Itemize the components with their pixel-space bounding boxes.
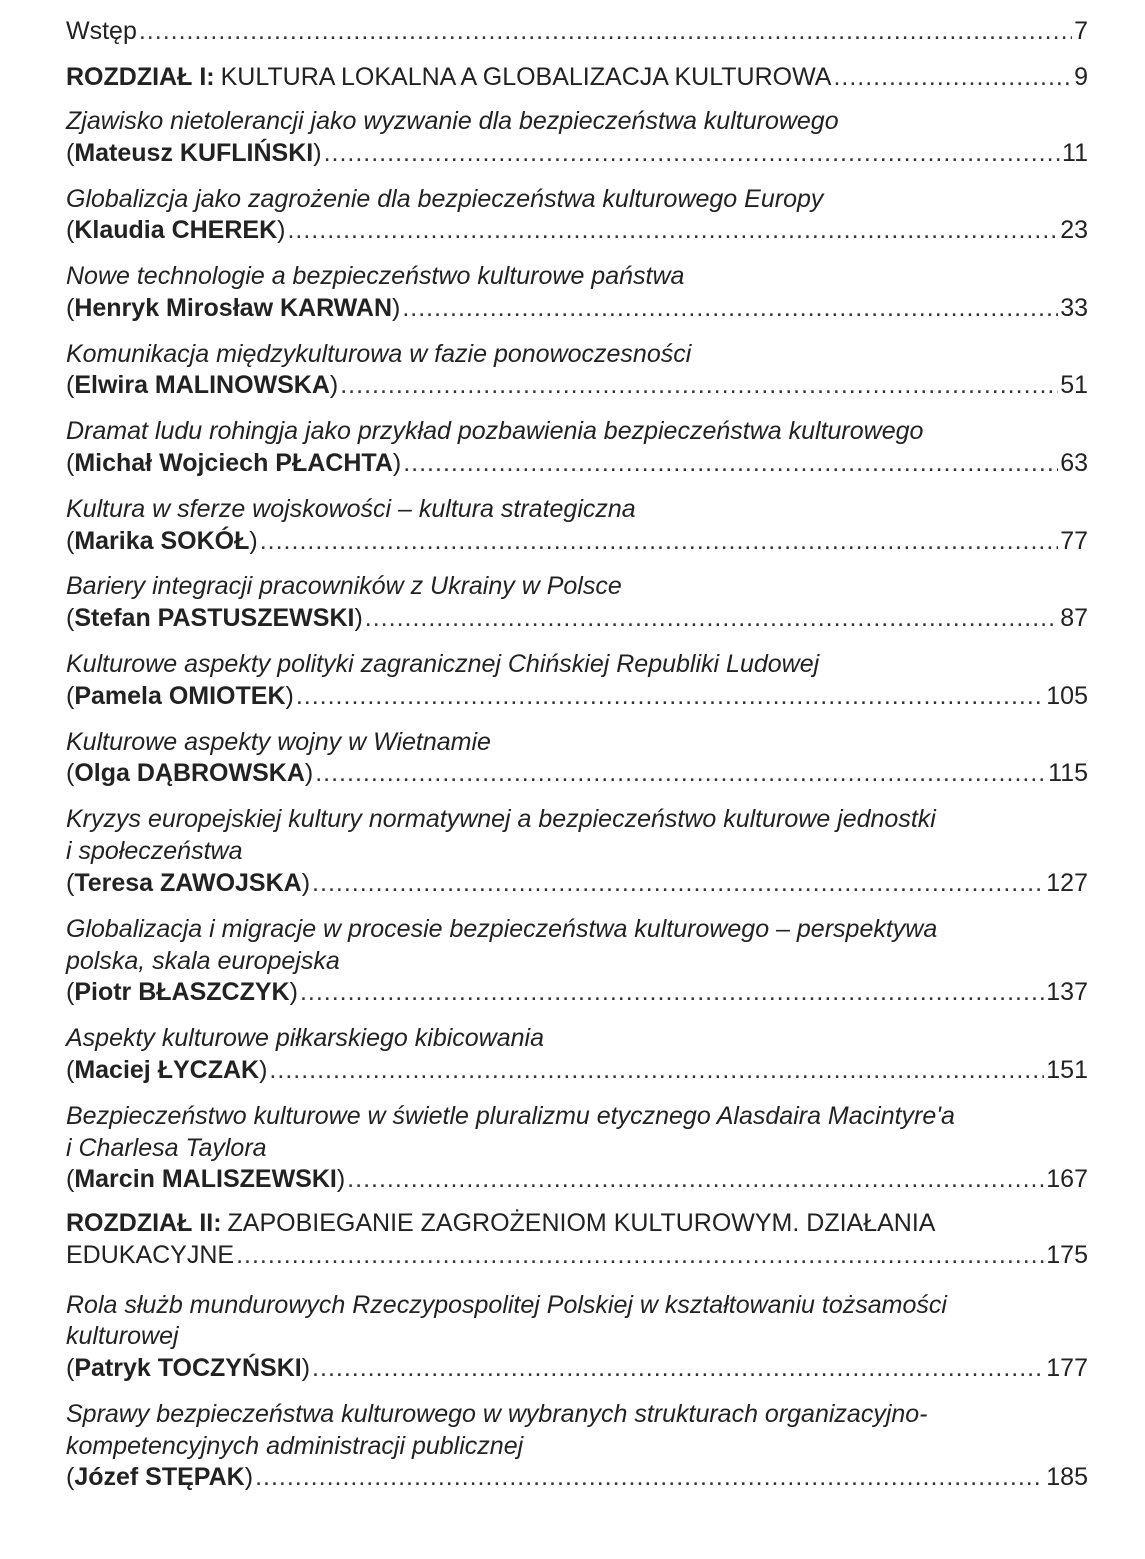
page-number: 127	[1046, 869, 1088, 897]
entry-title: Kulturowe aspekty wojny w Wietnamie	[66, 728, 491, 756]
entry-author: Patryk TOCZYŃSKI	[74, 1354, 302, 1382]
entry-author: Pamela OMIOTEK	[74, 682, 286, 710]
chapter-label: ROZDZIAŁ II:	[66, 1209, 222, 1237]
entry-author: Henryk Mirosław KARWAN	[74, 294, 392, 322]
entry-title: Aspekty kulturowe piłkarskiego kibicowania	[66, 1024, 545, 1052]
dot-leader	[365, 603, 1058, 633]
toc-entry[interactable]: (Klaudia CHEREK) ..... 23	[66, 215, 1088, 245]
entry-author: Piotr BŁASZCZYK	[74, 978, 290, 1006]
chapter-title: KULTURA LOKALNA A GLOBALIZACJA KULTUROWA	[220, 63, 832, 91]
page-number: 7	[1074, 17, 1088, 45]
page-number: 175	[1046, 1241, 1088, 1269]
intro-title: Wstęp	[66, 17, 137, 45]
entry-author: Michał Wojciech PŁACHTA	[74, 449, 393, 477]
entry-author: Marcin MALISZEWSKI	[74, 1165, 337, 1193]
page-number: 167	[1046, 1165, 1088, 1193]
dot-leader	[296, 681, 1044, 711]
toc-chapter-2[interactable]	[66, 1208, 1088, 1238]
dot-leader	[260, 526, 1058, 556]
entry-author: Klaudia CHEREK	[74, 216, 278, 244]
entry-title: Nowe technologie a bezpieczeństwo kulturowe państwa	[66, 262, 685, 290]
page-number: 63	[1060, 449, 1088, 477]
entry-title: Kulturowe aspekty polityki zagranicznej Chińskiej Republiki Ludowej	[66, 650, 820, 678]
toc-entry[interactable]: (Elwira MALINOWSKA) ..... 51	[66, 370, 1088, 400]
page-number: 23	[1060, 216, 1088, 244]
entry-title: Sprawy bezpieczeństwa kulturowego w wybranych strukturach organizacyjno-	[66, 1400, 928, 1428]
page-number: 105	[1046, 682, 1088, 710]
dot-leader	[287, 215, 1058, 245]
entry-title: Globalizacja i migracje w procesie bezpieczeństwa kulturowego – perspektywa	[66, 915, 938, 943]
dot-leader	[255, 1462, 1044, 1492]
entry-title: i społeczeństwa	[66, 837, 243, 865]
entry-title: Bezpieczeństwo kulturowe w świetle pluralizmu etycznego Alasdaira Macintyre'a	[66, 1102, 955, 1130]
page-number: 11	[1062, 139, 1088, 167]
entry-author: Maciej ŁYCZAK	[74, 1056, 260, 1084]
toc-entry[interactable]: (Michał Wojciech PŁACHTA) ..... 63	[66, 448, 1088, 478]
toc-intro[interactable]	[66, 16, 1088, 46]
toc-entry[interactable]: (Olga DĄBROWSKA) ..... 115	[66, 758, 1088, 788]
dot-leader	[833, 62, 1072, 92]
entry-title: Dramat ludu rohingja jako przykład pozbawienia bezpieczeństwa kulturowego	[66, 417, 924, 445]
toc-entry[interactable]: (Henryk Mirosław KARWAN) ..... 33	[66, 293, 1088, 323]
entry-author: Mateusz KUFLIŃSKI	[74, 139, 314, 167]
page-number: 9	[1074, 63, 1088, 91]
dot-leader	[347, 1164, 1044, 1194]
toc-entry[interactable]: (Mateusz KUFLIŃSKI) ..... 11	[66, 138, 1088, 168]
page-number: 137	[1046, 978, 1088, 1006]
entry-title: Globalizcja jako zagrożenie dla bezpieczeństwa kulturowego Europy	[66, 185, 824, 213]
page-number: 87	[1060, 604, 1088, 632]
entry-author: Teresa ZAWOJSKA	[74, 869, 302, 897]
toc-entry[interactable]: (Teresa ZAWOJSKA) ..... 127	[66, 868, 1088, 898]
entry-title: kompetencyjnych administracji publicznej	[66, 1432, 524, 1460]
entry-title: Kryzys europejskiej kultury normatywnej a bezpieczeństwo kulturowe jednostki	[66, 805, 936, 833]
toc-entry[interactable]: (Józef STĘPAK) ..... 185	[66, 1462, 1088, 1492]
dot-leader	[340, 370, 1058, 400]
dot-leader	[315, 758, 1046, 788]
entry-author: Stefan PASTUSZEWSKI	[74, 604, 355, 632]
toc-entry[interactable]: (Patryk TOCZYŃSKI) ..... 177	[66, 1353, 1088, 1383]
entry-title: Zjawisko nietolerancji jako wyzwanie dla bezpieczeństwa kulturowego	[66, 107, 839, 135]
page-number: 177	[1046, 1354, 1088, 1382]
chapter-title: EDUKACYJNE	[66, 1241, 235, 1269]
entry-author: Marika SOKÓŁ	[74, 527, 250, 555]
entry-title: Kultura w sferze wojskowości – kultura strategiczna	[66, 495, 636, 523]
dot-leader	[300, 977, 1044, 1007]
toc-entry[interactable]: (Maciej ŁYCZAK) ..... 151	[66, 1055, 1088, 1085]
toc-entry[interactable]: (Piotr BŁASZCZYK) ..... 137	[66, 977, 1088, 1007]
toc-entry[interactable]: (Marika SOKÓŁ) ..... 77	[66, 526, 1088, 556]
page-number: 115	[1048, 759, 1088, 787]
entry-title: Bariery integracji pracowników z Ukrainy w Polsce	[66, 572, 622, 600]
dot-leader	[403, 448, 1058, 478]
chapter-label: ROZDZIAŁ I:	[66, 63, 215, 91]
dot-leader	[236, 1240, 1044, 1270]
page-number: 77	[1060, 527, 1088, 555]
toc-chapter-2-cont[interactable]	[66, 1240, 1088, 1270]
page-number: 151	[1046, 1056, 1088, 1084]
dot-leader	[324, 138, 1060, 168]
page-number: 33	[1060, 294, 1088, 322]
entry-title: Rola służb mundurowych Rzeczypospolitej Polskiej w kształtowaniu tożsamości	[66, 1291, 947, 1319]
page-number: 51	[1060, 371, 1088, 399]
entry-title: i Charlesa Taylora	[66, 1134, 267, 1162]
toc-entry[interactable]: (Stefan PASTUSZEWSKI) ..... 87	[66, 603, 1088, 633]
dot-leader	[312, 1353, 1044, 1383]
entry-title: Komunikacja międzykulturowa w fazie ponowoczesności	[66, 340, 692, 368]
entry-title: kulturowej	[66, 1322, 179, 1350]
page-number: 185	[1046, 1463, 1088, 1491]
entry-author: Józef STĘPAK	[74, 1463, 245, 1491]
dot-leader	[402, 293, 1058, 323]
dot-leader	[139, 16, 1072, 46]
entry-author: Elwira MALINOWSKA	[74, 371, 330, 399]
dot-leader	[312, 868, 1044, 898]
toc-entry[interactable]: (Marcin MALISZEWSKI) ..... 167	[66, 1164, 1088, 1194]
chapter-title: ZAPOBIEGANIE ZAGROŻENIOM KULTUROWYM. DZIAŁANIA	[227, 1209, 936, 1237]
toc-chapter-1[interactable]	[66, 62, 1088, 92]
entry-author: Olga DĄBROWSKA	[74, 759, 305, 787]
dot-leader	[269, 1055, 1044, 1085]
toc-entry[interactable]: (Pamela OMIOTEK) ..... 105	[66, 681, 1088, 711]
entry-title: polska, skala europejska	[66, 947, 340, 975]
